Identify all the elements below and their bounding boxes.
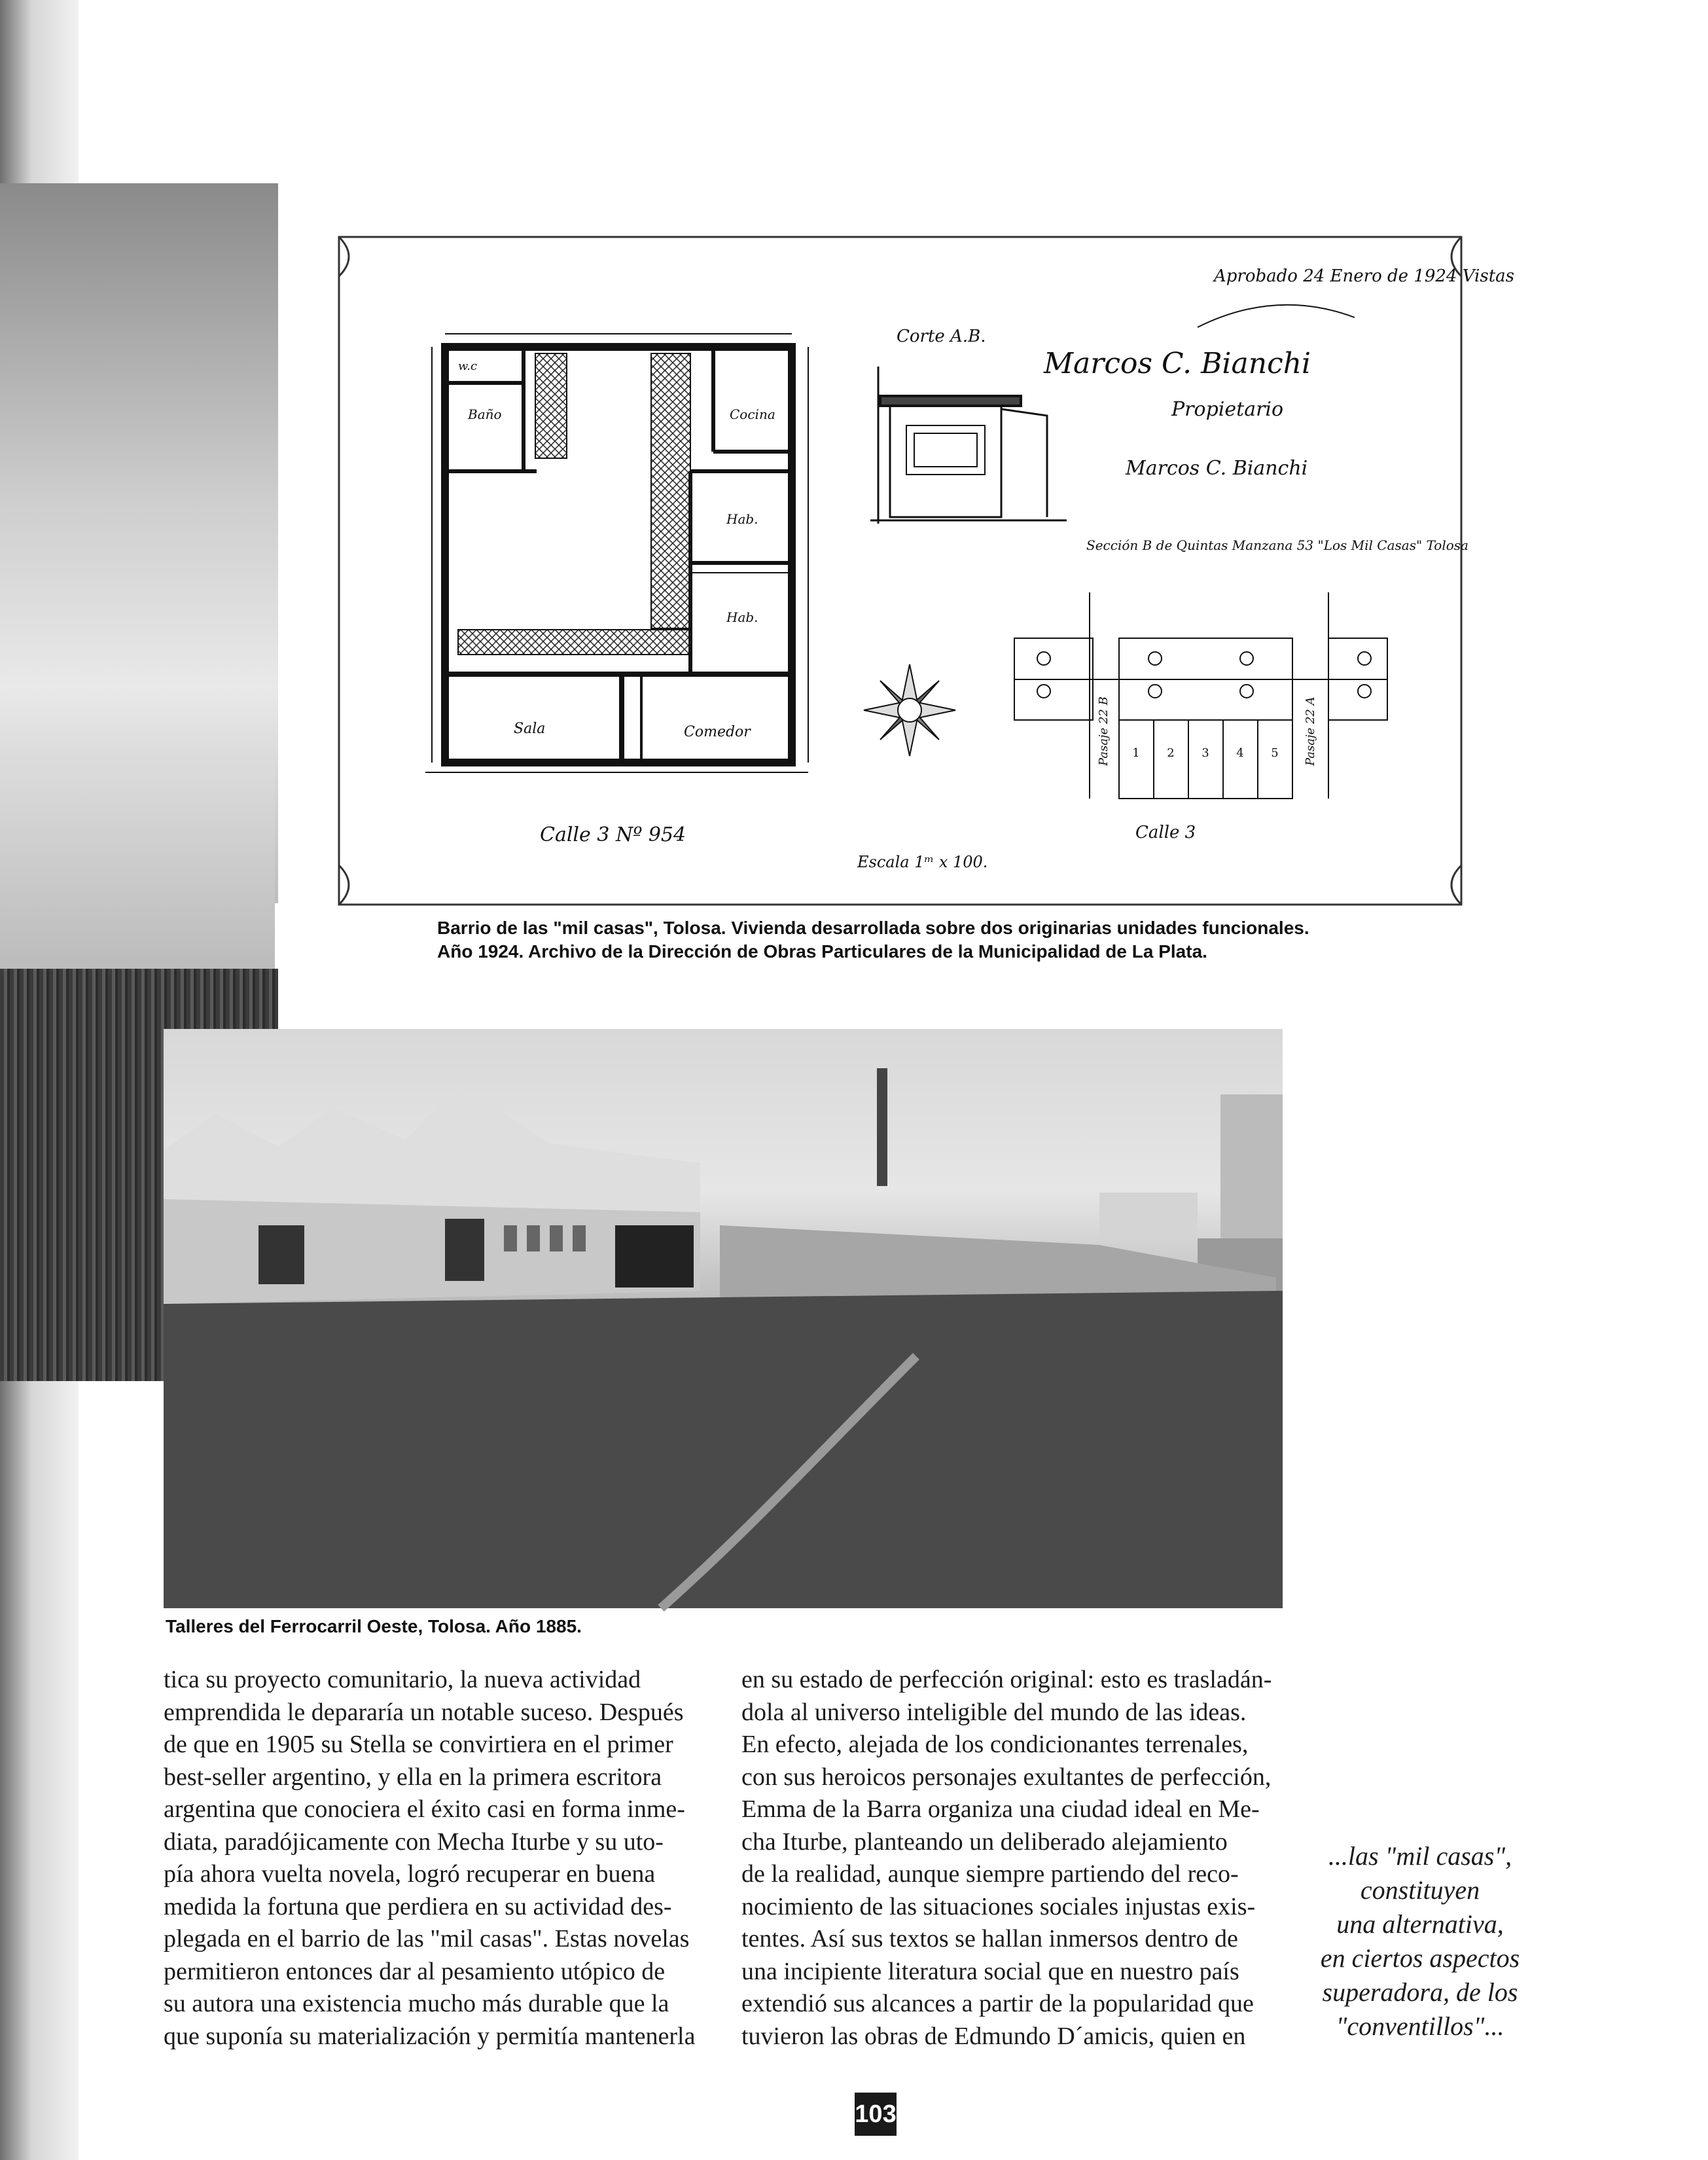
room-comedor: Comedor: [684, 724, 751, 740]
room-wc: w.c: [458, 359, 478, 373]
section-label: Corte A.B.: [897, 327, 986, 346]
room-hab-1: Hab.: [726, 511, 758, 527]
text-line: cha Iturbe, planteando un deliberado alejamiento: [741, 1827, 1228, 1856]
owner-signature: Marcos C. Bianchi: [1126, 457, 1308, 480]
lot-number-5: 5: [1271, 746, 1279, 760]
lot-title: Sección B de Quintas Manzana 53 "Los Mil Casas" Tolosa: [1086, 537, 1468, 553]
text-line: dola al universo inteligible del mundo de las ideas.: [741, 1698, 1247, 1726]
lot-number-4: 4: [1236, 746, 1244, 760]
text-line: tica su proyecto comunitario, la nueva actividad: [164, 1666, 641, 1693]
text-line: en su estado de perfección original: esto es trasladán-: [741, 1666, 1272, 1693]
text-line: argentina que conociera el éxito casi en forma inme-: [164, 1795, 685, 1823]
room-sala: Sala: [514, 721, 546, 737]
owner-name: Marcos C. Bianchi: [1044, 347, 1311, 380]
lot-number-3: 3: [1201, 746, 1209, 760]
pasaje-right: Pasaje 22 A: [1304, 696, 1317, 766]
text-line: diata, paradójicamente con Mecha Iturbe y su uto-: [164, 1827, 664, 1856]
pull-quote-line: una alternativa,: [1336, 1909, 1504, 1939]
text-line: de la realidad, aunque siempre partiendo del reco-: [741, 1860, 1239, 1888]
site-street-label: Calle 3: [1135, 823, 1196, 842]
text-line: que suponía su materialización y permitía mantenerla: [164, 2022, 696, 2050]
room-cocina: Cocina: [730, 406, 775, 422]
architectural-plan-figure: [327, 229, 1515, 913]
text-line: con sus heroicos personajes exultantes de perfección,: [741, 1763, 1272, 1791]
text-line: tentes. Así sus textos se hallan inmersos dentro de: [741, 1925, 1238, 1953]
text-line: En efecto, alejada de los condicionantes terrenales,: [741, 1731, 1249, 1758]
plan-street-label: Calle 3 Nº 954: [540, 823, 686, 846]
plan-caption: [437, 916, 1458, 963]
text-line: de que en 1905 su Stella se convirtiera en el primer: [164, 1731, 673, 1758]
text-line: pía ahora vuelta novela, logró recuperar en buena: [164, 1860, 656, 1888]
pull-quote-line: ...las "mil casas",: [1328, 1841, 1512, 1871]
room-hab-2: Hab.: [726, 609, 758, 625]
lot-number-1: 1: [1132, 746, 1140, 760]
text-line: permitieron entonces dar al pesamiento utópico de: [164, 1957, 666, 1985]
pull-quote-line: "conventillos"...: [1336, 2011, 1504, 2041]
text-line: tuvieron las obras de Edmundo D´amicis, quien en: [741, 2022, 1246, 2050]
text-line: una incipiente literatura social que en nuestro país: [741, 1957, 1239, 1985]
pasaje-left: Pasaje 22 B: [1097, 696, 1111, 766]
text-line: emprendida le depararía un notable suceso. Después: [164, 1698, 684, 1726]
page-number: 103: [855, 2093, 897, 2136]
owner-role: Propietario: [1171, 398, 1284, 421]
pull-quote-line: constituyen: [1360, 1875, 1480, 1905]
pull-quote-line: en ciertos aspectos: [1320, 1943, 1520, 1973]
plan-caption-line-1: Barrio de las "mil casas", Tolosa. Vivienda desarrollada sobre dos originarias unidades funcionales.: [437, 918, 1309, 938]
text-line: best-seller argentino, y ella en la primera escritora: [164, 1763, 662, 1791]
text-line: nocimiento de las situaciones sociales injustas exis-: [741, 1892, 1256, 1920]
text-line: extendió sus alcances a partir de la popularidad que: [741, 1990, 1254, 2017]
pull-quote-line: superadora, de los: [1322, 1977, 1518, 2007]
text-line: medida la fortuna que perdiera en su actividad des-: [164, 1892, 672, 1920]
text-line: plegada en el barrio de las "mil casas". Estas novelas: [164, 1925, 690, 1953]
approval-stamp: Aprobado 24 Enero de 1924 Vistas: [1214, 266, 1515, 286]
scale-note: Escala 1ᵐ x 100.: [857, 853, 988, 871]
lot-number-2: 2: [1167, 746, 1175, 760]
photo-caption: Talleres del Ferrocarril Oeste, Tolosa. Año 1885.: [166, 1616, 582, 1636]
body-column-1: [164, 1664, 703, 2053]
text-line: su autora una existencia mucho más durable que la: [164, 1990, 669, 2017]
room-bano: Baño: [468, 406, 502, 422]
body-column-2: [741, 1664, 1283, 2053]
pull-quote: [1302, 1839, 1538, 2043]
railway-workshops-photo: [164, 1029, 1283, 1608]
text-line: Emma de la Barra organiza una ciudad ideal en Me-: [741, 1795, 1260, 1823]
plan-caption-line-2: Año 1924. Archivo de la Dirección de Obras Particulares de la Municipalidad de La Plata.: [437, 941, 1207, 962]
